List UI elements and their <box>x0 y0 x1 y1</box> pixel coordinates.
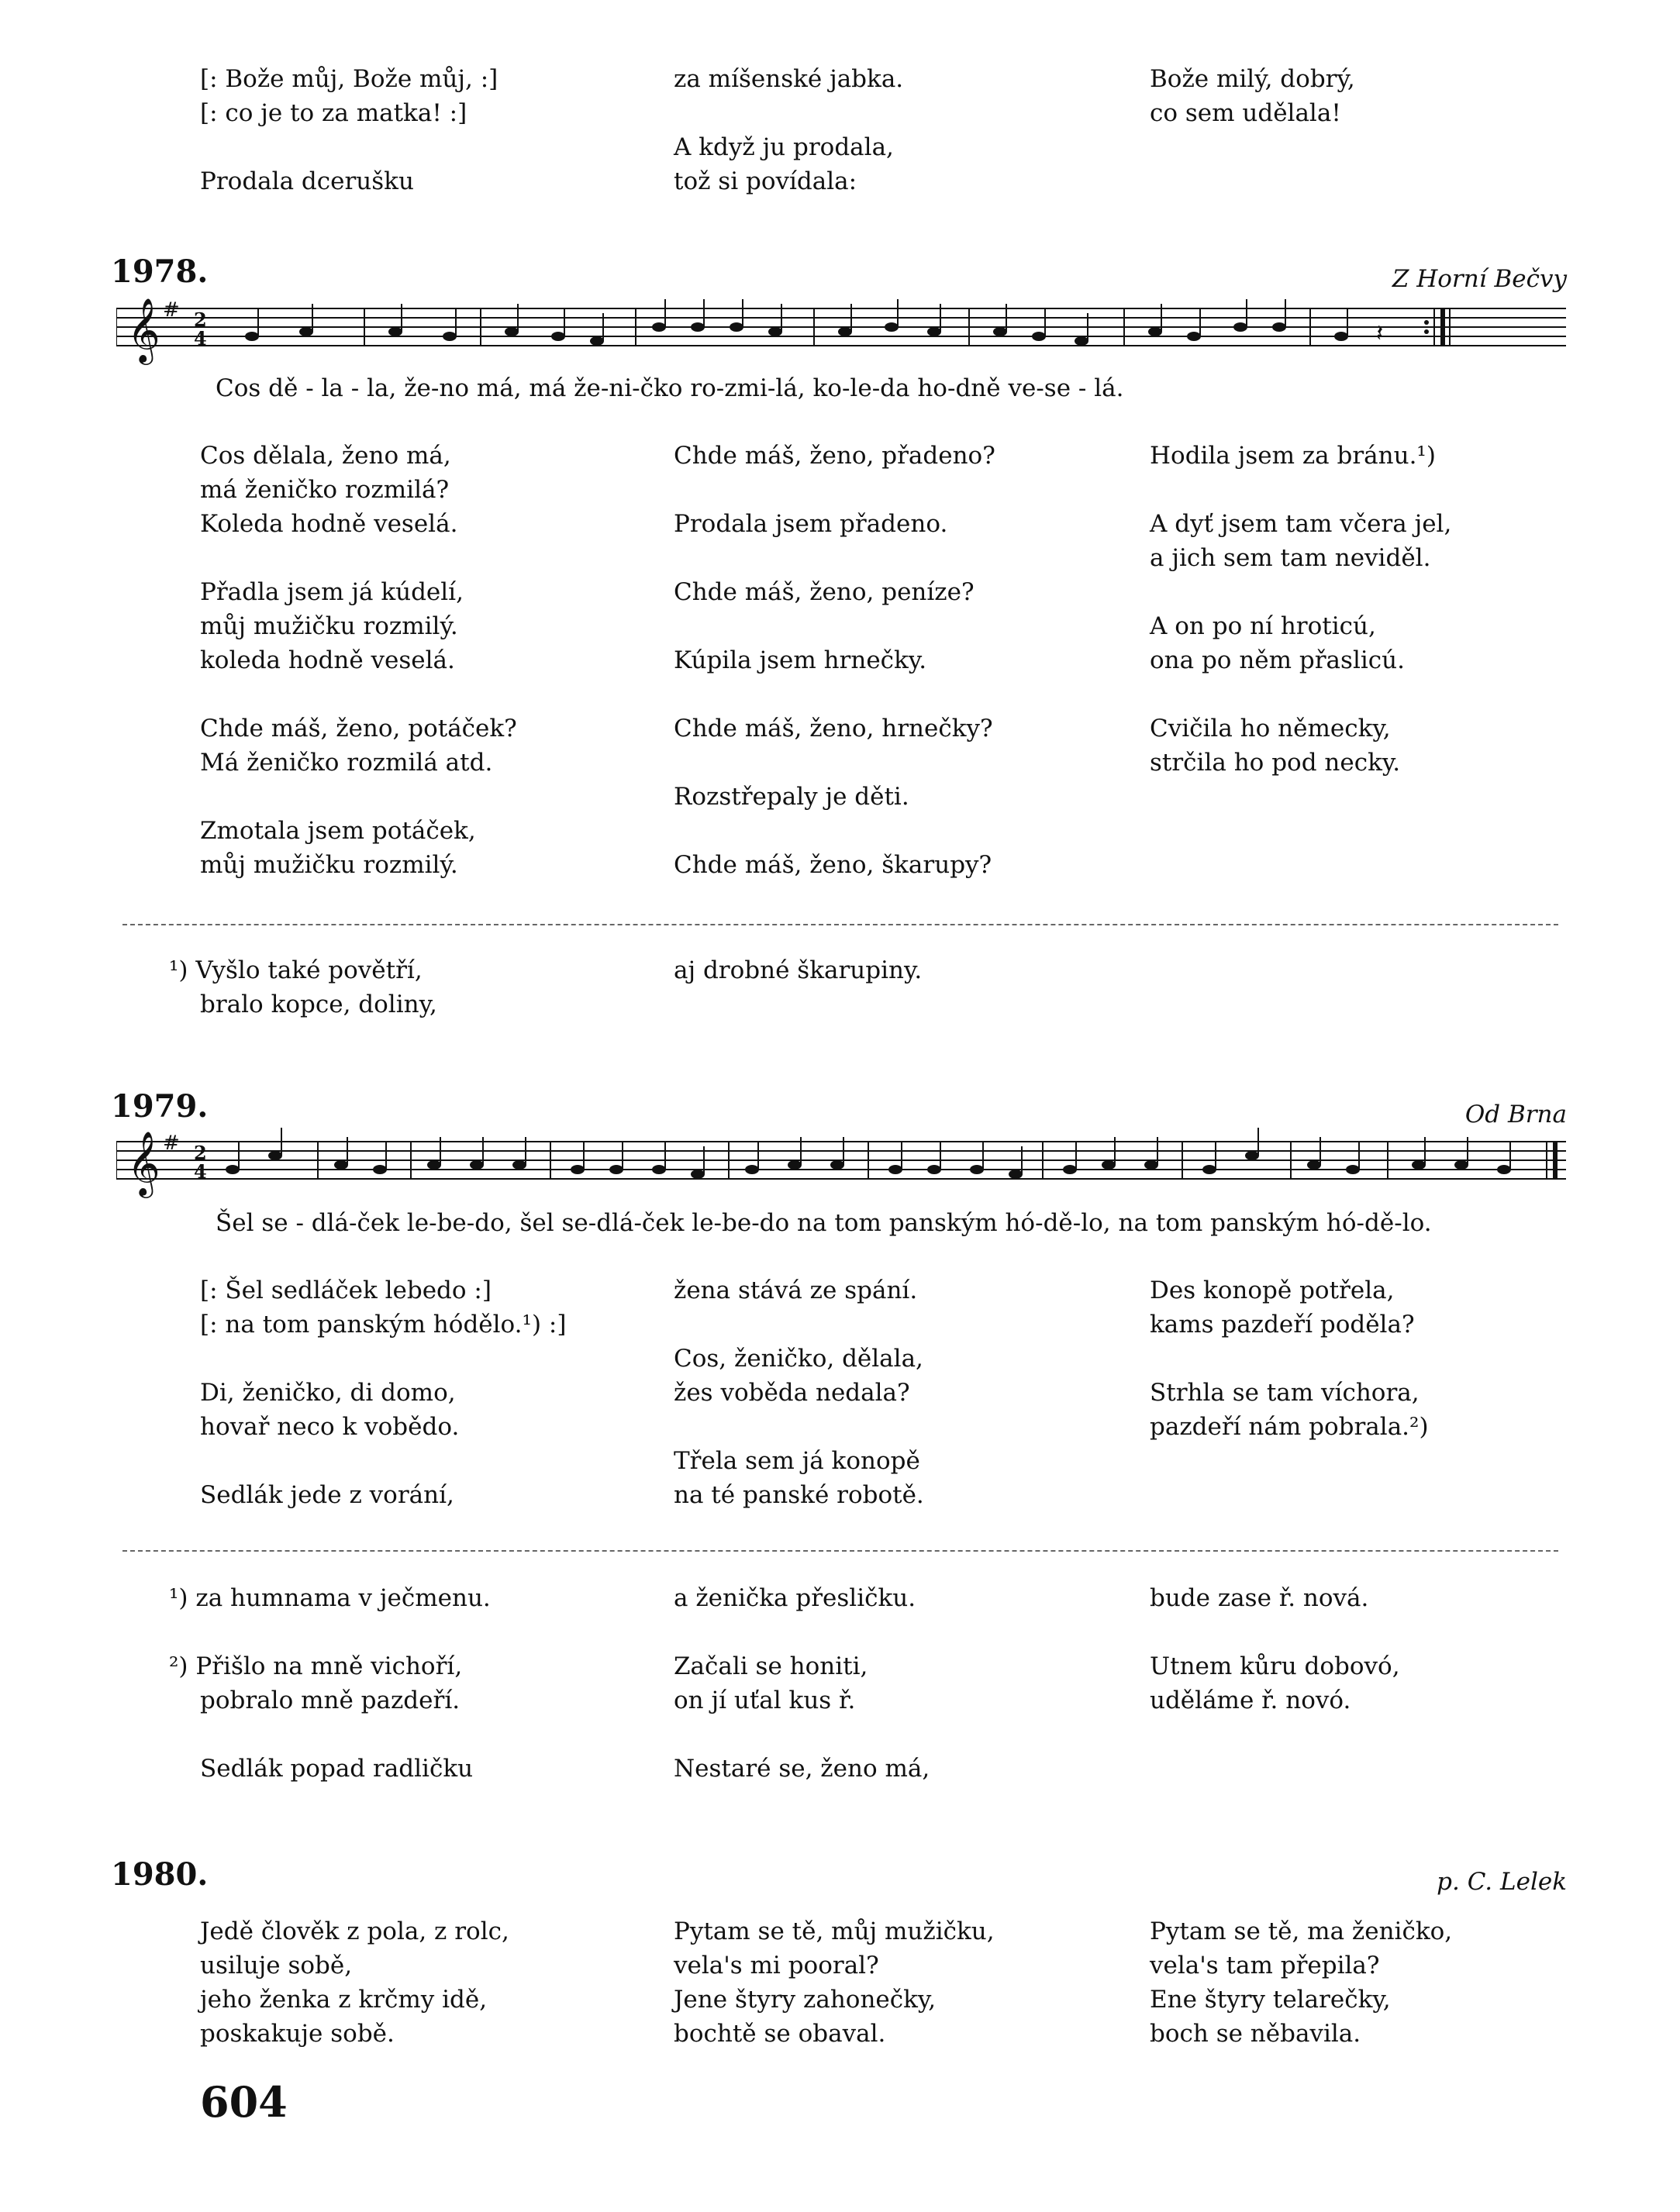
footnote-line: pobralo mně pazdeří. <box>200 1687 461 1714</box>
song-1979-col3 <box>1150 1273 1429 1444</box>
verse-line: vela's mi pooral? <box>674 1952 879 1979</box>
verse-line: Di, ženičko, di domo, <box>200 1379 456 1407</box>
footnote-line <box>674 1615 930 1649</box>
verse-line: Přadla jsem já kúdelí, <box>200 578 464 606</box>
verse-line: [: Bože můj, Bože můj, :] <box>200 65 498 93</box>
song-lyrics-line: Šel se - dlá-ček le-be-do, šel se-dlá-ček le-be-do na tom panským hó-dě-lo, na tom panským hó-dě-lo. <box>216 1209 1432 1237</box>
verse-line: A dyť jsem tam včera jel, <box>1150 510 1452 538</box>
svg-text:𝄞: 𝄞 <box>127 297 160 362</box>
footnote-line: Utnem kůru dobovó, <box>1150 1652 1400 1680</box>
top-col3 <box>1150 62 1355 130</box>
svg-text:4: 4 <box>194 1160 207 1183</box>
verse-line: Ene štyry telarečky, <box>1150 1986 1391 2014</box>
verse-line <box>1150 473 1451 507</box>
footnote-line <box>1150 1615 1400 1649</box>
verse-line: Chde máš, ženo, hrnečky? <box>674 715 993 743</box>
top-col2 <box>674 62 903 198</box>
song-1978-col1 <box>200 439 517 882</box>
footnote-line <box>169 1718 491 1752</box>
song-1979-col1 <box>200 1273 566 1512</box>
verse-line <box>674 96 903 130</box>
verse-line: hovař neco k vobědo. <box>200 1413 460 1441</box>
verse-line: Třela sem já konopě <box>674 1447 920 1475</box>
song-1978-col2 <box>674 439 995 882</box>
footnote-line: a ženička přesličku. <box>674 1584 916 1612</box>
svg-text:4: 4 <box>194 327 207 350</box>
song-number: 1978. <box>111 253 209 290</box>
verse-line: strčila ho pod necky. <box>1150 749 1401 777</box>
verse-line: Rozstřepaly je děti. <box>674 783 909 811</box>
song-1980-col1 <box>200 1914 509 2051</box>
verse-line <box>674 609 995 643</box>
svg-text:𝄞: 𝄞 <box>127 1130 160 1195</box>
verse-line: Prodala dcerušku <box>200 167 414 195</box>
verse-line <box>1150 677 1451 711</box>
svg-text:2: 2 <box>194 1142 207 1164</box>
song-1979-footnote-col2 <box>674 1581 930 1786</box>
song-1979-footnote-col3 <box>1150 1581 1400 1718</box>
verse-line: A když ju prodala, <box>674 133 894 161</box>
song-number: 1979. <box>111 1088 209 1125</box>
footnote-line: aj drobné škarupiny. <box>674 956 923 984</box>
verse-line: [: Šel sedláček lebedo :] <box>200 1277 492 1304</box>
music-staff <box>116 1126 1566 1204</box>
footnote-line <box>674 1718 930 1752</box>
song-source: p. C. Lelek <box>1437 1868 1567 1896</box>
verse-line: pazdeří nám pobrala.²) <box>1150 1413 1429 1441</box>
song-1980-col2 <box>674 1914 995 2051</box>
svg-text:2: 2 <box>194 308 207 331</box>
verse-line <box>200 1342 566 1376</box>
verse-line <box>200 780 517 814</box>
footnote-line: ¹) Vyšlo také povětří, <box>169 956 423 984</box>
verse-line: Pytam se tě, můj mužičku, <box>674 1917 995 1945</box>
footnote-line: on jí uťal kus ř. <box>674 1687 856 1714</box>
verse-line <box>1150 575 1451 609</box>
verse-line: Chde máš, ženo, potáček? <box>200 715 517 743</box>
verse-line: Cvičila ho německy, <box>1150 715 1391 743</box>
verse-line: ona po něm přaslicú. <box>1150 646 1405 674</box>
footnote-divider <box>122 1550 1558 1552</box>
verse-line: boch se něbavila. <box>1150 2020 1361 2048</box>
footnote-line: Sedlák popad radličku <box>200 1755 474 1783</box>
song-1980-col3 <box>1150 1914 1452 2051</box>
verse-line: Kúpila jsem hrnečky. <box>674 646 927 674</box>
verse-line: můj mužičku rozmilý. <box>200 612 458 640</box>
verse-line: [: na tom panským hódělo.¹) :] <box>200 1311 567 1339</box>
verse-line <box>200 677 517 711</box>
verse-line: Koleda hodně veselá. <box>200 510 458 538</box>
verse-line <box>674 746 995 780</box>
footnote-line: ¹) za humnama v ječmenu. <box>169 1584 491 1612</box>
top-col1 <box>200 62 498 198</box>
song-1978-footnote-col1 <box>169 953 437 1022</box>
verse-line: můj mužičku rozmilý. <box>200 851 458 879</box>
verse-line: kams pazdeří poděla? <box>1150 1311 1415 1339</box>
song-source: Z Horní Bečvy <box>1392 265 1567 293</box>
verse-line <box>674 541 995 575</box>
music-staff <box>116 293 1566 370</box>
verse-line: Bože milý, dobrý, <box>1150 65 1355 93</box>
footnote-line <box>169 1615 491 1649</box>
verse-line: Strhla se tam víchora, <box>1150 1379 1420 1407</box>
verse-line <box>200 130 498 164</box>
footnote-line: bude zase ř. nová. <box>1150 1584 1369 1612</box>
footnote-divider <box>122 924 1558 925</box>
verse-line: co sem udělala! <box>1150 99 1341 127</box>
verse-line: Des konopě potřela, <box>1150 1277 1395 1304</box>
verse-line: poskakuje sobě. <box>200 2020 395 2048</box>
verse-line: [: co je to za matka! :] <box>200 99 467 127</box>
footnote-line: ²) Přišlo na mně vichoří, <box>169 1652 463 1680</box>
verse-line: Pytam se tě, ma ženičko, <box>1150 1917 1453 1945</box>
verse-line <box>200 541 517 575</box>
verse-line: koleda hodně veselá. <box>200 646 455 674</box>
footnote-line: Začali se honiti, <box>674 1652 868 1680</box>
verse-line: žes voběda nedala? <box>674 1379 910 1407</box>
footnote-line: Nestaré se, ženo má, <box>674 1755 930 1783</box>
song-source: Od Brna <box>1464 1101 1567 1128</box>
verse-line: Chde máš, ženo, škarupy? <box>674 851 992 879</box>
song-1979-col2 <box>674 1273 924 1512</box>
svg-text:#: # <box>163 298 180 322</box>
verse-line <box>200 1444 566 1478</box>
verse-line: za míšenské jabka. <box>674 65 904 93</box>
song-1979-footnote-col1 <box>169 1581 491 1786</box>
verse-line: na té panské robotě. <box>674 1481 924 1509</box>
verse-line: Zmotala jsem potáček, <box>200 817 476 845</box>
verse-line: A on po ní hroticú, <box>1150 612 1376 640</box>
verse-line <box>674 473 995 507</box>
page-number: 604 <box>200 2077 288 2127</box>
verse-line <box>674 1410 924 1444</box>
svg-text:#: # <box>163 1132 180 1155</box>
verse-line: a jich sem tam neviděl. <box>1150 544 1431 572</box>
verse-line: Jedě člověk z pola, z rolc, <box>200 1917 509 1945</box>
verse-line: Chde máš, ženo, peníze? <box>674 578 975 606</box>
song-1978-col3 <box>1150 439 1451 780</box>
verse-line: jeho ženka z krčmy idě, <box>200 1986 488 2014</box>
verse-line: tož si povídala: <box>674 167 857 195</box>
verse-line: bochtě se obaval. <box>674 2020 886 2048</box>
song-lyrics-line: Cos dě - la - la, že-no má, má že-ni-čko ro-zmi-lá, ko-le-da ho-dně ve-se - lá. <box>216 374 1124 402</box>
verse-line <box>674 814 995 848</box>
verse-line: vela's tam přepila? <box>1150 1952 1380 1979</box>
verse-line: má ženičko rozmilá? <box>200 476 450 504</box>
verse-line: Cos, ženičko, dělala, <box>674 1345 923 1373</box>
verse-line: Prodala jsem přadeno. <box>674 510 948 538</box>
verse-line: Jene štyry zahonečky, <box>674 1986 937 2014</box>
verse-line: Hodila jsem za bránu.¹) <box>1150 442 1436 470</box>
song-number: 1980. <box>111 1856 209 1893</box>
svg-text:𝄽: 𝄽 <box>1376 320 1384 347</box>
verse-line: Má ženičko rozmilá atd. <box>200 749 493 777</box>
song-1978-footnote-col2 <box>674 953 922 987</box>
verse-line: Sedlák jede z vorání, <box>200 1481 454 1509</box>
verse-line: žena stává ze spání. <box>674 1277 918 1304</box>
verse-line <box>1150 1342 1429 1376</box>
verse-line <box>674 1308 924 1342</box>
verse-line: Cos dělala, ženo má, <box>200 442 451 470</box>
footnote-line: bralo kopce, doliny, <box>200 991 437 1018</box>
verse-line <box>674 677 995 711</box>
verse-line: usiluje sobě, <box>200 1952 353 1979</box>
footnote-line: uděláme ř. novó. <box>1150 1687 1351 1714</box>
verse-line: Chde máš, ženo, přadeno? <box>674 442 995 470</box>
